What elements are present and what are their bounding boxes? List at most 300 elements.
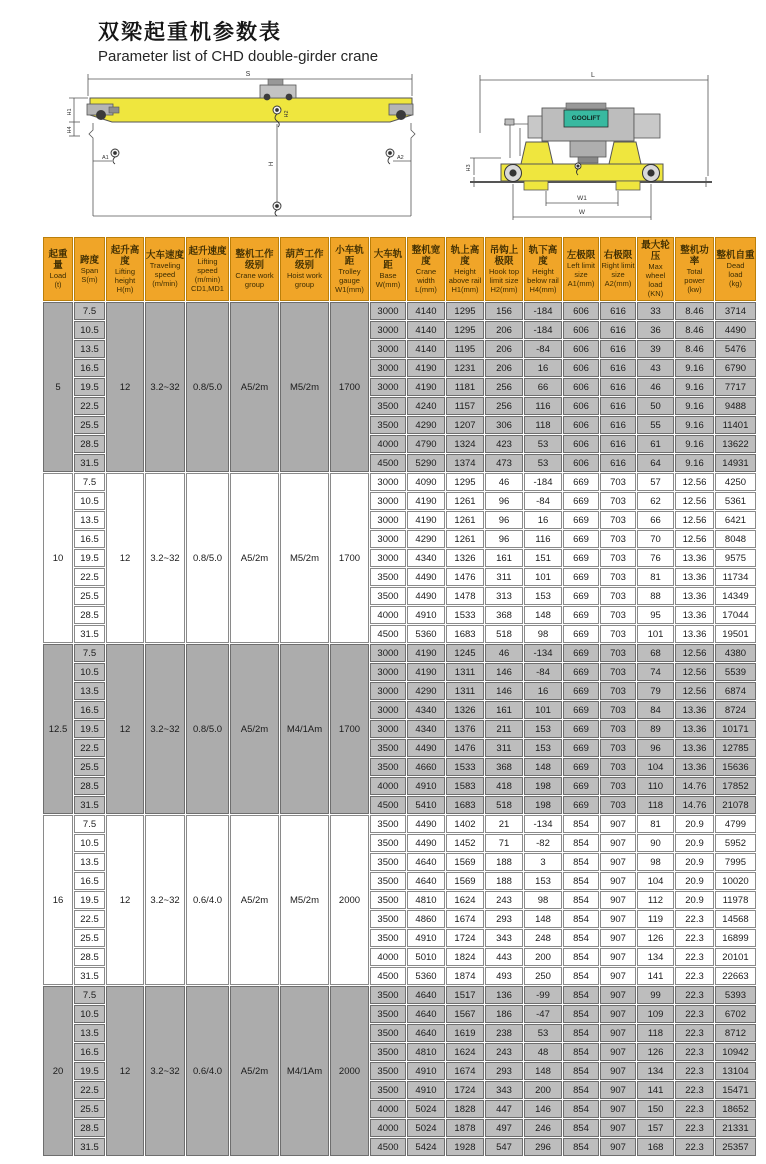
table-cell: 13.36 xyxy=(675,701,714,719)
table-cell: 3.2~32 xyxy=(145,815,185,985)
header-cell: 轨上高度 Height above rail H1(mm) xyxy=(446,237,484,301)
table-cell: 1624 xyxy=(446,891,484,909)
table-cell: 669 xyxy=(563,701,599,719)
table-cell: 1476 xyxy=(446,739,484,757)
table-header xyxy=(43,237,756,301)
table-cell: 8.46 xyxy=(675,340,714,358)
table-cell: 12 xyxy=(106,644,144,814)
table-cell: 1700 xyxy=(330,644,369,814)
header-cell: 右极限 Right limit size A2(mm) xyxy=(600,237,636,301)
table-cell: 907 xyxy=(600,929,636,947)
table-cell: 854 xyxy=(563,1100,599,1118)
table-cell: 4190 xyxy=(407,663,445,681)
table-cell: 669 xyxy=(563,511,599,529)
table-cell: 703 xyxy=(600,777,636,795)
table-cell: 31.5 xyxy=(74,967,105,985)
table-cell: 188 xyxy=(485,872,523,890)
table-cell: 1374 xyxy=(446,454,484,472)
table-cell: 198 xyxy=(524,777,562,795)
table-cell: 4640 xyxy=(407,872,445,890)
table-cell: 3500 xyxy=(370,929,406,947)
table-cell: 21331 xyxy=(715,1119,756,1137)
table-cell: 606 xyxy=(563,321,599,339)
table-cell: 1567 xyxy=(446,1005,484,1023)
table-cell: 148 xyxy=(524,910,562,928)
table-cell: -134 xyxy=(524,815,562,833)
dim-label-h1: H1 xyxy=(67,108,73,116)
table-cell: 1674 xyxy=(446,1062,484,1080)
table-cell: 9575 xyxy=(715,549,756,567)
table-cell: 4500 xyxy=(370,1138,406,1156)
table-cell: 4340 xyxy=(407,549,445,567)
table-cell: 4810 xyxy=(407,891,445,909)
table-cell: -184 xyxy=(524,473,562,491)
table-cell: 1478 xyxy=(446,587,484,605)
table-cell: 3000 xyxy=(370,701,406,719)
table-cell: 12 xyxy=(106,302,144,472)
table-cell: 25.5 xyxy=(74,929,105,947)
table-cell: 50 xyxy=(637,397,674,415)
table-cell: 1207 xyxy=(446,416,484,434)
table-cell: 1828 xyxy=(446,1100,484,1118)
table-cell: 20.9 xyxy=(675,891,714,909)
table-row xyxy=(43,473,756,491)
table-cell: 616 xyxy=(600,397,636,415)
table-cell: 343 xyxy=(485,1081,523,1099)
table-cell: 669 xyxy=(563,720,599,738)
table-cell: 11978 xyxy=(715,891,756,909)
table-cell: 3000 xyxy=(370,492,406,510)
table-cell: 4290 xyxy=(407,682,445,700)
table-cell: 1683 xyxy=(446,796,484,814)
table-cell: 9.16 xyxy=(675,397,714,415)
header-cell: 起升速度 Lifting speed (m/min) CD1,MD1 xyxy=(186,237,229,301)
table-cell: 198 xyxy=(524,796,562,814)
table-cell: 703 xyxy=(600,492,636,510)
table-cell: 3500 xyxy=(370,758,406,776)
table-cell: 3500 xyxy=(370,853,406,871)
table-cell: 3000 xyxy=(370,378,406,396)
table-cell: 3500 xyxy=(370,1005,406,1023)
table-cell: 13.36 xyxy=(675,625,714,643)
table-cell: 669 xyxy=(563,625,599,643)
table-cell: 3.2~32 xyxy=(145,644,185,814)
page-title xyxy=(98,16,378,65)
table-cell: 153 xyxy=(524,872,562,890)
table-cell: 606 xyxy=(563,416,599,434)
table-cell: 1326 xyxy=(446,701,484,719)
table-cell: 146 xyxy=(485,682,523,700)
table-cell: 46 xyxy=(485,644,523,662)
table-cell: 4910 xyxy=(407,606,445,624)
table-cell: 13622 xyxy=(715,435,756,453)
table-cell: 4340 xyxy=(407,720,445,738)
table-cell: 669 xyxy=(563,606,599,624)
page-title-en: Parameter list of CHD double-girder crane xyxy=(98,48,379,65)
table-cell: 141 xyxy=(637,967,674,985)
table-cell: 4290 xyxy=(407,416,445,434)
table-cell: 53 xyxy=(524,435,562,453)
table-cell: 443 xyxy=(485,948,523,966)
table-cell: 62 xyxy=(637,492,674,510)
table-cell: 256 xyxy=(485,378,523,396)
goolift-logo xyxy=(564,110,608,127)
table-cell: 493 xyxy=(485,967,523,985)
table-cell: 101 xyxy=(524,701,562,719)
table-cell: 5952 xyxy=(715,834,756,852)
table-cell: 13.36 xyxy=(675,587,714,605)
table-cell: 206 xyxy=(485,321,523,339)
table-cell: 423 xyxy=(485,435,523,453)
table-cell: 25.5 xyxy=(74,1100,105,1118)
table-cell: 1569 xyxy=(446,872,484,890)
table-cell: 4190 xyxy=(407,492,445,510)
table-cell: 14.76 xyxy=(675,796,714,814)
table-cell: 3000 xyxy=(370,340,406,358)
table-cell: 7995 xyxy=(715,853,756,871)
table-cell: 22.3 xyxy=(675,1062,714,1080)
table-cell: 4140 xyxy=(407,302,445,320)
table-cell: 19.5 xyxy=(74,891,105,909)
table-cell: 907 xyxy=(600,910,636,928)
table-cell: 10.5 xyxy=(74,1005,105,1023)
table-cell: 1261 xyxy=(446,530,484,548)
table-cell: 703 xyxy=(600,568,636,586)
table-cell: 161 xyxy=(485,549,523,567)
table-cell: 368 xyxy=(485,758,523,776)
table-cell: 907 xyxy=(600,1062,636,1080)
table-cell: 16 xyxy=(43,815,73,985)
table-cell: 4810 xyxy=(407,1043,445,1061)
table-cell: 854 xyxy=(563,1119,599,1137)
table-cell: 31.5 xyxy=(74,625,105,643)
table-cell: 12.56 xyxy=(675,530,714,548)
table-cell: 39 xyxy=(637,340,674,358)
table-cell: 116 xyxy=(524,530,562,548)
table-cell: 3500 xyxy=(370,1081,406,1099)
table-cell: 703 xyxy=(600,644,636,662)
table-cell: 5024 xyxy=(407,1119,445,1137)
table-cell: 10.5 xyxy=(74,834,105,852)
table-cell: 1476 xyxy=(446,568,484,586)
table-cell: 16.5 xyxy=(74,872,105,890)
table-cell: 907 xyxy=(600,1005,636,1023)
table-cell: 1928 xyxy=(446,1138,484,1156)
table-cell: 200 xyxy=(524,948,562,966)
table-cell: 206 xyxy=(485,340,523,358)
table-cell: 1724 xyxy=(446,929,484,947)
table-cell: 854 xyxy=(563,1062,599,1080)
table-cell: 5290 xyxy=(407,454,445,472)
table-cell: 3500 xyxy=(370,834,406,852)
table-cell: 3000 xyxy=(370,549,406,567)
table-cell: 12 xyxy=(106,986,144,1156)
header-cell: 吊钩上极限 Hook top limit size H2(mm) xyxy=(485,237,523,301)
table-cell: 119 xyxy=(637,910,674,928)
table-cell: 1700 xyxy=(330,302,369,472)
table-body xyxy=(43,302,756,1156)
table-cell: 200 xyxy=(524,1081,562,1099)
table-cell: 616 xyxy=(600,454,636,472)
table-cell: 9.16 xyxy=(675,435,714,453)
table-cell: 48 xyxy=(524,1043,562,1061)
table-cell: 19.5 xyxy=(74,549,105,567)
table-cell: 4640 xyxy=(407,1005,445,1023)
table-cell: 616 xyxy=(600,378,636,396)
dim-label-l: L xyxy=(591,72,595,79)
table-cell: 13.36 xyxy=(675,568,714,586)
table-cell: 3000 xyxy=(370,530,406,548)
dim-label-span: S xyxy=(245,71,251,78)
table-cell: 1402 xyxy=(446,815,484,833)
table-cell: 10171 xyxy=(715,720,756,738)
table-cell: 13.36 xyxy=(675,549,714,567)
table-cell: 5360 xyxy=(407,625,445,643)
table-cell: 854 xyxy=(563,815,599,833)
table-cell: 22.3 xyxy=(675,929,714,947)
table-cell: 188 xyxy=(485,853,523,871)
table-cell: 3500 xyxy=(370,986,406,1004)
table-cell: 0.6/4.0 xyxy=(186,815,229,985)
table-cell: A5/2m xyxy=(230,986,279,1156)
table-cell: 153 xyxy=(524,720,562,738)
table-cell: 12785 xyxy=(715,739,756,757)
table-cell: 79 xyxy=(637,682,674,700)
table-cell: 28.5 xyxy=(74,948,105,966)
table-cell: 5410 xyxy=(407,796,445,814)
table-cell: 22.3 xyxy=(675,1100,714,1118)
table-cell: 616 xyxy=(600,340,636,358)
table-cell: 1261 xyxy=(446,511,484,529)
table-cell: 4640 xyxy=(407,1024,445,1042)
table-cell: 22.5 xyxy=(74,910,105,928)
table-cell: 669 xyxy=(563,473,599,491)
table-cell: 0.8/5.0 xyxy=(186,473,229,643)
table-cell: 4910 xyxy=(407,777,445,795)
table-cell: 669 xyxy=(563,492,599,510)
table-cell: 3000 xyxy=(370,473,406,491)
table-cell: 13.5 xyxy=(74,511,105,529)
table-cell: 854 xyxy=(563,1043,599,1061)
table-cell: 306 xyxy=(485,416,523,434)
table-cell: 907 xyxy=(600,815,636,833)
table-cell: 11734 xyxy=(715,568,756,586)
table-cell: 168 xyxy=(637,1138,674,1156)
header-cell: 左极限 Left limit size A1(mm) xyxy=(563,237,599,301)
table-cell: 1295 xyxy=(446,302,484,320)
table-cell: 12 xyxy=(106,473,144,643)
table-cell: 2000 xyxy=(330,815,369,985)
table-cell: 3500 xyxy=(370,587,406,605)
table-cell: 10942 xyxy=(715,1043,756,1061)
table-cell: M4/1Am xyxy=(280,644,329,814)
table-cell: 156 xyxy=(485,302,523,320)
table-cell: 6790 xyxy=(715,359,756,377)
table-cell: 18652 xyxy=(715,1100,756,1118)
table-row xyxy=(43,986,756,1004)
table-cell: 907 xyxy=(600,1024,636,1042)
table-cell: 3 xyxy=(524,853,562,871)
header-cell: 整机自重 Dead load (kg) xyxy=(715,237,756,301)
table-cell: 1245 xyxy=(446,644,484,662)
table-cell: 854 xyxy=(563,948,599,966)
table-cell: 11401 xyxy=(715,416,756,434)
table-cell: 8724 xyxy=(715,701,756,719)
header-cell: 整机功率 Total power (kw) xyxy=(675,237,714,301)
table-cell: 606 xyxy=(563,340,599,358)
table-cell: 15471 xyxy=(715,1081,756,1099)
table-cell: 146 xyxy=(524,1100,562,1118)
table-cell: 311 xyxy=(485,739,523,757)
table-cell: 4340 xyxy=(407,701,445,719)
table-cell: 296 xyxy=(524,1138,562,1156)
table-cell: 9.16 xyxy=(675,378,714,396)
table-cell: 90 xyxy=(637,834,674,852)
table-cell: 5024 xyxy=(407,1100,445,1118)
table-cell: 3500 xyxy=(370,568,406,586)
table-cell: 4140 xyxy=(407,321,445,339)
header-cell: 最大轮压 Max wheel load (KN) xyxy=(637,237,674,301)
table-cell: 606 xyxy=(563,359,599,377)
table-cell: 4490 xyxy=(407,587,445,605)
table-cell: 250 xyxy=(524,967,562,985)
table-cell: A5/2m xyxy=(230,302,279,472)
table-cell: 161 xyxy=(485,701,523,719)
table-cell: 186 xyxy=(485,1005,523,1023)
table-cell: 4640 xyxy=(407,986,445,1004)
table-cell: 3.2~32 xyxy=(145,473,185,643)
table-cell: A5/2m xyxy=(230,644,279,814)
table-cell: 136 xyxy=(485,986,523,1004)
table-cell: 22.3 xyxy=(675,948,714,966)
table-cell: 3.2~32 xyxy=(145,986,185,1156)
table-cell: 616 xyxy=(600,321,636,339)
table-cell: 12 xyxy=(106,815,144,985)
dim-label-h2: H2 xyxy=(284,110,290,118)
table-cell: 61 xyxy=(637,435,674,453)
table-cell: 854 xyxy=(563,1005,599,1023)
table-cell: 1261 xyxy=(446,492,484,510)
table-cell: 5 xyxy=(43,302,73,472)
table-cell: 4660 xyxy=(407,758,445,776)
table-cell: 16.5 xyxy=(74,530,105,548)
table-cell: 8048 xyxy=(715,530,756,548)
table-cell: 89 xyxy=(637,720,674,738)
table-cell: 703 xyxy=(600,663,636,681)
table-cell: 20.9 xyxy=(675,872,714,890)
table-cell: 22.5 xyxy=(74,1081,105,1099)
table-cell: -84 xyxy=(524,340,562,358)
table-cell: 88 xyxy=(637,587,674,605)
table-cell: 118 xyxy=(524,416,562,434)
table-cell: 703 xyxy=(600,530,636,548)
table-cell: 96 xyxy=(485,511,523,529)
table-cell: 98 xyxy=(524,625,562,643)
table-cell: 1376 xyxy=(446,720,484,738)
table-cell: 9.16 xyxy=(675,359,714,377)
table-cell: 14568 xyxy=(715,910,756,928)
table-cell: 22.3 xyxy=(675,986,714,1004)
table-cell: 104 xyxy=(637,872,674,890)
front-view-diagram xyxy=(60,66,420,231)
goolift-logo-text: GOOLIFT xyxy=(571,115,601,122)
header-cell: 整机宽度 Crane width L(mm) xyxy=(407,237,445,301)
table-cell: 8712 xyxy=(715,1024,756,1042)
table-cell: 907 xyxy=(600,1043,636,1061)
table-cell: 518 xyxy=(485,625,523,643)
table-cell: 126 xyxy=(637,929,674,947)
table-cell: 616 xyxy=(600,416,636,434)
table-cell: 4090 xyxy=(407,473,445,491)
table-cell: 6421 xyxy=(715,511,756,529)
table-cell: 4490 xyxy=(407,739,445,757)
table-cell: 9.16 xyxy=(675,416,714,434)
table-cell: 238 xyxy=(485,1024,523,1042)
table-cell: 1295 xyxy=(446,473,484,491)
table-cell: 854 xyxy=(563,967,599,985)
table-cell: 46 xyxy=(637,378,674,396)
table-cell: 669 xyxy=(563,739,599,757)
table-cell: 150 xyxy=(637,1100,674,1118)
table-cell: 1157 xyxy=(446,397,484,415)
table-cell: A5/2m xyxy=(230,473,279,643)
table-cell: 153 xyxy=(524,739,562,757)
table-cell: 36 xyxy=(637,321,674,339)
table-cell: 148 xyxy=(524,606,562,624)
table-cell: 3500 xyxy=(370,416,406,434)
table-row xyxy=(43,644,756,662)
table-cell: 669 xyxy=(563,758,599,776)
end-carriage xyxy=(501,164,663,190)
table-cell: 3000 xyxy=(370,663,406,681)
table-cell: 669 xyxy=(563,663,599,681)
table-cell: 12.56 xyxy=(675,644,714,662)
table-cell: 854 xyxy=(563,891,599,909)
table-cell: 22.5 xyxy=(74,568,105,586)
header-cell: 小车轨距 Trolley gauge W1(mm) xyxy=(330,237,369,301)
table-cell: 343 xyxy=(485,929,523,947)
table-cell: 1674 xyxy=(446,910,484,928)
table-cell: 96 xyxy=(637,739,674,757)
table-cell: 13.5 xyxy=(74,853,105,871)
table-cell: 606 xyxy=(563,397,599,415)
table-cell: 22.3 xyxy=(675,1024,714,1042)
table-cell: 907 xyxy=(600,1081,636,1099)
table-cell: 14349 xyxy=(715,587,756,605)
table-cell: 146 xyxy=(485,663,523,681)
table-cell: 10.5 xyxy=(74,321,105,339)
table-cell: 311 xyxy=(485,568,523,586)
table-cell: 31.5 xyxy=(74,454,105,472)
table-cell: 4490 xyxy=(715,321,756,339)
table-cell: 20 xyxy=(43,986,73,1156)
table-cell: 81 xyxy=(637,815,674,833)
table-cell: 20.9 xyxy=(675,853,714,871)
table-cell: 4190 xyxy=(407,644,445,662)
table-cell: 3714 xyxy=(715,302,756,320)
table-cell: 14.76 xyxy=(675,777,714,795)
table-cell: 53 xyxy=(524,1024,562,1042)
table-cell: 703 xyxy=(600,796,636,814)
table-cell: A5/2m xyxy=(230,815,279,985)
table-cell: 246 xyxy=(524,1119,562,1137)
table-cell: 3500 xyxy=(370,739,406,757)
table-cell: 134 xyxy=(637,948,674,966)
table-cell: 5010 xyxy=(407,948,445,966)
table-cell: 7.5 xyxy=(74,986,105,1004)
table-cell: 3.2~32 xyxy=(145,302,185,472)
table-cell: 606 xyxy=(563,378,599,396)
